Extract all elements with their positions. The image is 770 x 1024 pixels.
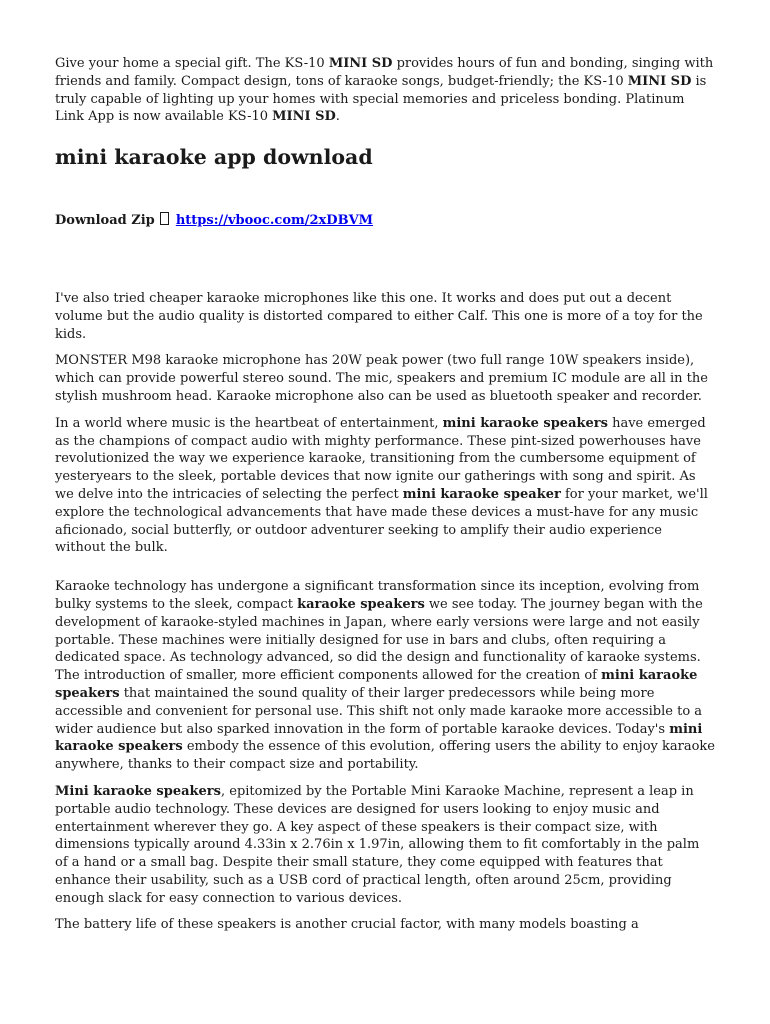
missing-glyph-icon bbox=[160, 212, 169, 225]
download-label: Download Zip bbox=[55, 213, 155, 229]
paragraph-karaoke-technology bbox=[55, 578, 715, 774]
paragraph-monster-m98: MONSTER M98 karaoke microphone has 20W peak power (two full range 10W speakers inside), which can provide powerful stereo sound. The mic, speakers and premium IC module are all in the stylish mushroom head. Karaoke microphone also can be used as bluetooth speaker and recorder. bbox=[55, 353, 708, 404]
download-line bbox=[55, 212, 715, 230]
p3-text-3: for your market, we'll explore the technological advancements that have made these devices a must-have for any music aficionado, social butterfly, or outdoor adventurer seeking to amplify their audio experience without the bulk. bbox=[55, 486, 708, 556]
download-link[interactable]: https://vbooc.com/2xDBVM bbox=[175, 213, 374, 229]
paragraph-mini-karaoke-speakers bbox=[55, 783, 715, 908]
p3-bold-1: mini karaoke speakers bbox=[442, 415, 608, 431]
p4-bold-2: mini karaoke speakers bbox=[55, 668, 698, 701]
intro-bold-2: MINI SD bbox=[627, 73, 692, 89]
intro-bold-3: MINI SD bbox=[272, 109, 336, 125]
intro-text-3: is truly capable of lighting up your homes with special memories and priceless bonding. Platinum Link App is now available KS-10 bbox=[55, 73, 707, 125]
p3-bold-2: mini karaoke speaker bbox=[402, 486, 561, 502]
page-heading: mini karaoke app download bbox=[55, 145, 373, 170]
paragraph-world-of-music bbox=[55, 415, 715, 557]
p3-text-1: In a world where music is the heartbeat of entertainment, bbox=[55, 415, 443, 431]
intro-bold-1: MINI SD bbox=[328, 56, 393, 71]
p4-text-2: we see today. The journey began with the development of karaoke-styled machines in Japan, where early versions were large and not easily portable. These machines were initially designed for use in bars and clubs, often requiring a dedicated space. As technology advanced, so did the design and functionality of karaoke systems. The introduction of smaller, more efficient components allowed for the creation of bbox=[55, 596, 703, 684]
intro-text-1: Give your home a special gift. The KS-10 bbox=[55, 56, 329, 71]
intro-text-4: . bbox=[335, 109, 340, 125]
paragraph-cheaper-microphones: I've also tried cheaper karaoke microphones like this one. It works and does put out a decent volume but the audio quality is distorted compared to either Calf. This one is more of a toy for the kids. bbox=[55, 290, 703, 342]
intro-text-2: provides hours of fun and bonding, singing with friends and family. Compact design, tons of karaoke songs, budget-friendly; the KS-10 bbox=[55, 56, 714, 89]
intro-paragraph bbox=[55, 55, 715, 126]
p5-bold-1: Mini karaoke speakers bbox=[55, 783, 221, 799]
p4-text-3: that maintained the sound quality of their larger predecessors while being more accessible and convenient for personal use. This shift not only made karaoke more accessible to a wider audience but also sparked innovation in the form of portable karaoke devices. Today's bbox=[55, 685, 703, 737]
paragraph-battery-life: The battery life of these speakers is another crucial factor, with many models boasting a bbox=[55, 917, 639, 933]
p5-text-1: , epitomized by the Portable Mini Karaoke Machine, represent a leap in portable audio technology. These devices are designed for users looking to enjoy music and entertainment wherever they go. A key aspect of these speakers is their compact size, with dimensions typically around 4.33in x 2.76in x 1.97in, allowing them to fit comfortably in the palm of a hand or a small bag. Despite their small stature, they come equipped with features that enhance their usability, such as a USB cord of practical length, often around 25cm, providing enough slack for easy connection to various devices. bbox=[55, 783, 700, 906]
p4-text-4: embody the essence of this evolution, offering users the ability to enjoy karaoke anywhere, thanks to their compact size and portability. bbox=[55, 739, 715, 773]
p4-text-1: Karaoke technology has undergone a significant transformation since its inception, evolving from bulky systems to the sleek, compact bbox=[55, 579, 700, 612]
p3-text-2: have emerged as the champions of compact audio with mighty performance. These pint-sized powerhouses have revolutionized the way we experience karaoke, transitioning from the cumbersome equipment of yesteryears to the sleek, portable devices that now ignite our gatherings with song and spirit. As we delve into the intricacies of selecting the perfect bbox=[55, 415, 706, 502]
p4-bold-3: mini karaoke speakers bbox=[55, 721, 703, 755]
p4-bold-1: karaoke speakers bbox=[297, 596, 425, 612]
